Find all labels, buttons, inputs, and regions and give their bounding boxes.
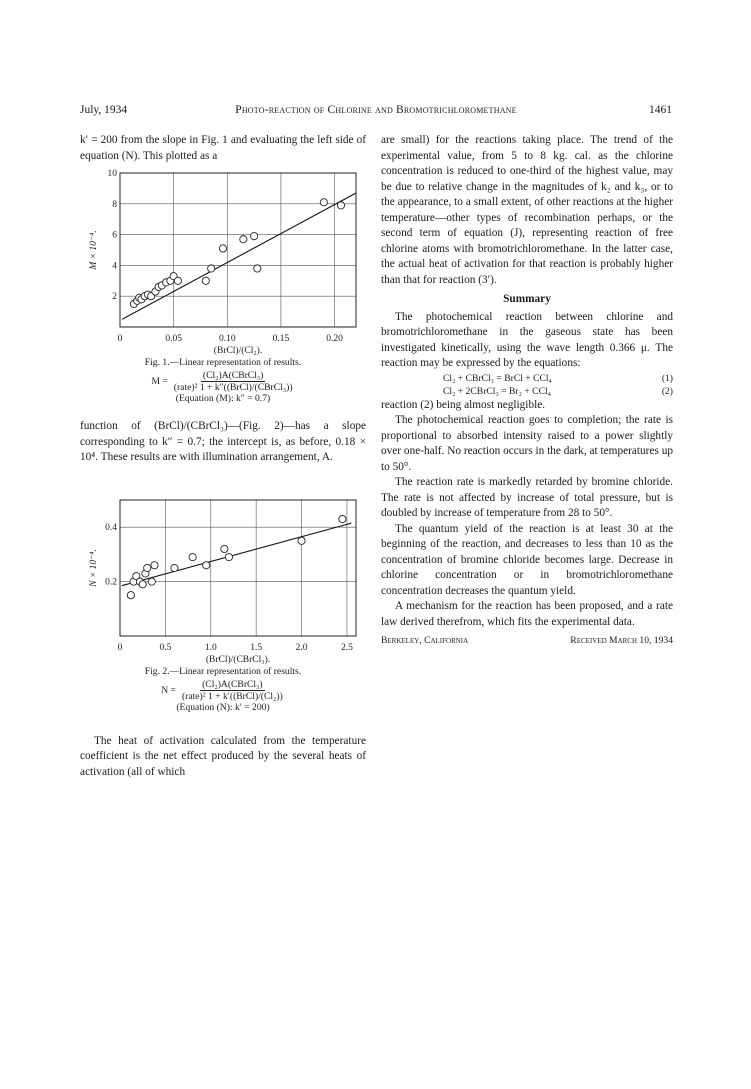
header-page-number: 1461 — [649, 104, 672, 116]
figure-1-formula-denominator: (rate)² 1 + k″((BrCl)/(CBrCl₃)) — [173, 382, 293, 393]
fig2-y-tick-label: 0.2 — [105, 577, 117, 588]
fig1-y-tick-label: 8 — [112, 199, 117, 210]
fig1-data-point — [250, 233, 257, 240]
fig2-x-tick-label: 1.0 — [204, 642, 217, 653]
running-head — [80, 104, 672, 122]
reaction-2-number: (2) — [661, 385, 673, 397]
article-footer — [381, 633, 673, 649]
reaction-2 — [429, 385, 673, 398]
reaction-1-number: (1) — [661, 372, 673, 384]
fig1-y-tick-label: 4 — [112, 261, 117, 272]
fig2-y-axis-label: N × 10⁻⁴. — [89, 548, 99, 587]
left-para-1: k′ = 200 from the slope in Fig. 1 and evaluating the left side of equation (N). This plotted as a — [80, 134, 366, 162]
figure-2 — [80, 494, 366, 714]
fig1-x-tick-label: 0.20 — [326, 334, 343, 344]
figure-2-formula-lhs: N = — [161, 684, 176, 696]
fig2-x-axis-label: (BrCl)/(CBrCl₃). — [205, 654, 271, 665]
fig1-x-axis-label: (BrCl)/(Cl₂). — [213, 346, 263, 356]
fig2-data-point — [144, 564, 151, 571]
fig1-data-point — [174, 277, 181, 284]
reaction-1-equation: Cl₂ + CBrCl₃ = BrCl + CCl₄ — [443, 372, 552, 384]
fig1-x-tick-label: 0.15 — [272, 334, 290, 344]
figure-2-formula-numerator: (Cl₂)A(CBrCl₃) — [202, 678, 263, 690]
fig1-plot-frame — [120, 173, 356, 327]
right-para-1: are small) for the reactions taking place. The trend of the experimental value, from 5 to 8 kg. cal. as the chlorine concentration is reduced to one-third of the highest value, may be due to relative change in the magnitudes of k₂ and k₃, or to the appearance, to a small extent, of other reactions at the higher temperature—other types of recombination perhaps, or the second term of equation (J), representing reaction of free chlorine atoms with bromotrichloromethane. In the latter case, the actual heat of activation for that reaction is probably higher than that for reaction (3′). — [381, 134, 673, 286]
header-date: July, 1934 — [80, 104, 128, 116]
fig2-data-point — [139, 580, 146, 587]
left-para-2: function of (BrCl)/(CBrCl₃)—(Fig. 2)—has a slope corresponding to k″ = 0.7; the intercept is, as before, 0.18 × 10⁴. These results are with illumination arrangement, A. — [80, 420, 366, 463]
fig1-data-point — [202, 277, 209, 284]
figure-2-equation-note: (Equation (N): k′ = 200) — [176, 701, 270, 713]
summary-para-1: The photochemical reaction between chlorine and bromotrichloromethane in the gaseous state has been investigated kinetically, using the wave length 0.366 μ. The reaction may be expressed by the equations: — [381, 310, 673, 369]
fig1-data-point — [337, 202, 344, 209]
figure-1-formula-numerator: (Cl₂)A(CBrCl₃) — [202, 370, 264, 381]
fig2-fit-line — [122, 523, 352, 586]
figure-1-fraction — [172, 370, 295, 393]
fig2-x-tick-label: 0.5 — [159, 642, 172, 653]
left-para-3: The heat of activation calculated from the temperature coefficient is the net effect produced by the several heats of activation (all of which — [80, 734, 366, 778]
reaction-1 — [429, 372, 673, 385]
fig2-data-point — [203, 561, 210, 568]
figure-1-caption: Fig. 1.—Linear representation of results. — [144, 357, 302, 368]
fig1-y-tick-label: 6 — [112, 230, 117, 241]
fig2-data-point — [339, 515, 346, 522]
fig1-fit-line — [122, 193, 356, 319]
fig1-data-point — [208, 265, 215, 272]
figure-2-formula — [80, 679, 366, 702]
summary-para-5: A mechanism for the reaction has been proposed, and a rate law derived therefrom, which fits the experimental data. — [381, 600, 673, 628]
fig2-x-tick-label: 0 — [117, 642, 123, 653]
footer-received: Received March 10, 1934 — [570, 635, 673, 646]
fig2-data-point — [148, 578, 155, 585]
fig1-x-tick-label: 0 — [117, 334, 123, 344]
figure-2-formula-denominator: (rate)² 1 + k′((BrCl)/(Cl₂)) — [181, 690, 283, 702]
figure-1-equation-note: (Equation (M): k″ = 0.7) — [175, 393, 271, 404]
fig2-x-tick-label: 2.5 — [340, 642, 353, 653]
figure-1-formula-lhs: M = — [151, 376, 168, 387]
fig2-data-point — [298, 537, 305, 544]
summary-para-1-end: reaction (2) being almost negligible. — [381, 398, 546, 411]
fig2-data-point — [151, 561, 158, 568]
summary-para-2: The photochemical reaction goes to completion; the rate is proportional to absorbed intensity raised to a power slightly over one-half. No reaction occurs in the dark, at temperatures up to 50°. — [381, 414, 673, 473]
header-title: Photo-reaction of Chlorine and Bromotrichloromethane — [235, 104, 517, 116]
summary-para-4: The quantum yield of the reaction is at least 30 at the beginning of the reaction, and decreases to less than 10 as the concentration of bromine chloride becomes large. Decrease in chlorine concentration or in bromotrichloromethane concentration decreases the quantum yield. — [381, 522, 673, 597]
fig2-x-tick-label: 1.5 — [250, 642, 263, 653]
fig2-y-tick-label: 0.4 — [105, 522, 117, 533]
fig1-y-axis-label: M × 10⁻⁴. — [89, 230, 99, 270]
summary-heading: Summary — [503, 293, 551, 305]
fig1-x-tick-label: 0.10 — [218, 334, 236, 344]
figure-2-caption: Fig. 2.—Linear representation of results. — [144, 665, 302, 677]
figure-1-chart — [80, 167, 366, 357]
left-column — [80, 133, 366, 780]
fig2-data-point — [171, 564, 178, 571]
figure-2-fraction — [180, 679, 285, 702]
fig1-x-tick-label: 0.05 — [165, 334, 182, 344]
fig1-data-point — [320, 199, 327, 206]
figure-1 — [80, 167, 366, 405]
fig1-y-tick-label: 2 — [112, 292, 117, 303]
right-column — [381, 133, 673, 649]
fig2-x-tick-label: 2.0 — [295, 642, 308, 653]
figure-1-formula — [80, 370, 366, 393]
fig1-data-point — [254, 265, 261, 272]
summary-para-3: The reaction rate is markedly retarded by bromine chloride. The rate is not affected by increase of total pressure, but is doubled by increase of temperature from 28 to 50°. — [381, 476, 673, 519]
footer-location: Berkeley, California — [381, 635, 469, 646]
fig2-data-point — [189, 553, 196, 560]
fig1-data-point — [219, 245, 226, 252]
fig2-data-point — [221, 545, 228, 552]
figure-2-chart — [80, 494, 366, 666]
fig1-y-tick-label: 10 — [107, 169, 117, 179]
fig2-data-point — [127, 591, 134, 598]
reaction-2-equation: Cl₂ + 2CBrCl₃ = Br₂ + CCl₄ — [443, 385, 551, 397]
fig1-data-point — [240, 236, 247, 243]
fig2-data-point — [225, 553, 232, 560]
